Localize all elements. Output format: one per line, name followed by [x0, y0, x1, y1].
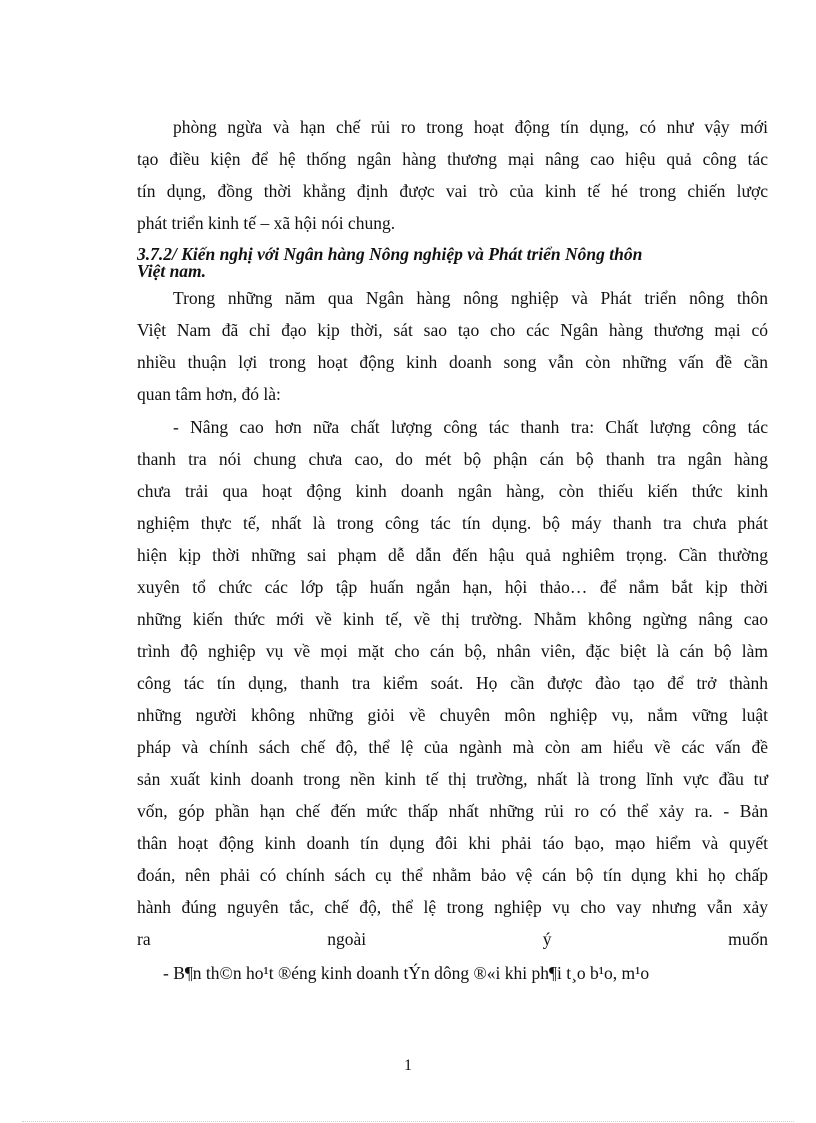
text-line: pháp và chính sách chế độ, thể lệ của ngành mà còn am hiểu về các vấn đề	[137, 737, 768, 757]
text-line: hiện kịp thời những sai phạm dễ dẫn đến hậu quả nghiêm trọng. Cần thường	[137, 545, 768, 565]
text-line: quan tâm hơn, đó là:	[137, 384, 281, 404]
text-line: ra ngoài ý muốn	[137, 929, 768, 949]
text-line: chưa trải qua hoạt động kinh doanh ngân hàng, còn thiếu kiến thức kinh	[137, 481, 768, 501]
text-line: công tác tín dụng, thanh tra kiểm soát. Họ cần được đào tạo để trở thành	[137, 673, 768, 693]
text-line: đoán, nên phải có chính sách cụ thể nhằm bảo vệ cán bộ tín dụng khi họ chấp	[137, 865, 768, 885]
text-line: xuyên tổ chức các lớp tập huấn ngắn hạn, hội thảo… để nắm bắt kịp thời	[137, 577, 768, 597]
text-line: hành đúng nguyên tắc, chế độ, thể lệ trong nghiệp vụ cho vay nhưng vẫn xảy	[137, 897, 768, 917]
text-line: trình độ nghiệp vụ về mọi mặt cho cán bộ, nhân viên, đặc biệt là cán bộ làm	[137, 641, 768, 661]
text-line: vốn, góp phần hạn chế đến mức thấp nhất những rủi ro có thể xảy ra. - Bản	[137, 801, 768, 821]
section-heading: Việt nam.	[137, 261, 207, 281]
text-line: sản xuất kinh doanh trong nền kinh tế thị trường, nhất là trong lĩnh vực đầu tư	[137, 769, 768, 789]
text-line: phát triển kinh tế – xã hội nói chung.	[137, 213, 396, 233]
text-line: thân hoạt động kinh doanh tín dụng đôi khi phải táo bạo, mạo hiểm và quyết	[137, 833, 768, 853]
text-line: những kiến thức mới về kinh tế, về thị trường. Nhằm không ngừng nâng cao	[137, 609, 768, 629]
page-bottom-border	[22, 1121, 794, 1122]
text-line: những người không những giỏi về chuyên môn nghiệp vụ, nắm vững luật	[137, 705, 768, 725]
garbled-text-line: - B¶n th©n ho¹t ®éng kinh doanh tÝn dông ®«i khi ph¶i t¸o b¹o, m¹o	[163, 963, 650, 983]
page-number: 1	[404, 1057, 412, 1074]
text-line: Trong những năm qua Ngân hàng nông nghiệp và Phát triển nông thôn	[173, 288, 768, 308]
text-line: nghiệm thực tế, nhất là trong công tác tín dụng. bộ máy thanh tra chưa phát	[137, 513, 768, 533]
text-line: phòng ngừa và hạn chế rủi ro trong hoạt động tín dụng, có như vậy mới	[173, 117, 768, 137]
text-line: nhiều thuận lợi trong hoạt động kinh doanh song vẫn còn những vấn đề cần	[137, 352, 768, 372]
text-line: - Nâng cao hơn nữa chất lượng công tác thanh tra: Chất lượng công tác	[173, 417, 768, 437]
text-line: tạo điều kiện để hệ thống ngân hàng thương mại nâng cao hiệu quả công tác	[137, 149, 768, 169]
text-line: thanh tra nói chung chưa cao, do mét bộ phận cán bộ thanh tra ngân hàng	[137, 449, 768, 469]
text-line: Việt Nam đã chỉ đạo kịp thời, sát sao tạo cho các Ngân hàng thương mại có	[137, 320, 768, 340]
section-heading: 3.7.2/ Kiến nghị với Ngân hàng Nông nghiệp và Phát triển Nông thôn	[137, 244, 643, 264]
text-line: tín dụng, đồng thời khẳng định được vai trò của kinh tế hé trong chiến lược	[137, 181, 768, 201]
